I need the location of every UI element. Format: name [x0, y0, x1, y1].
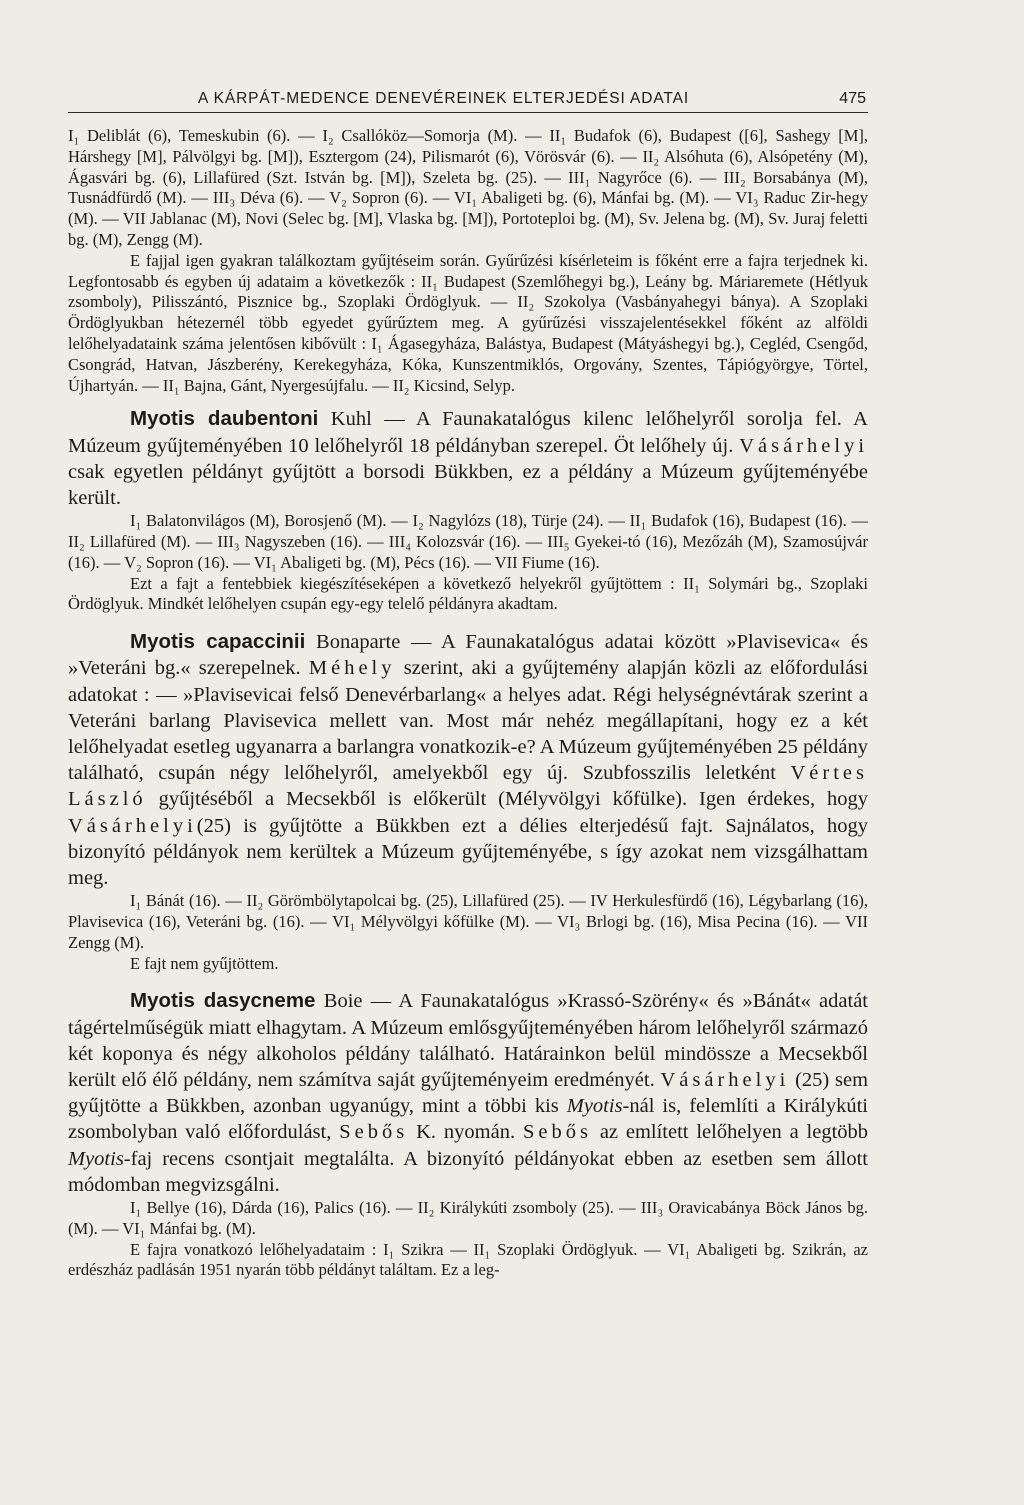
- author-name: Sebős: [339, 1121, 409, 1144]
- species-name: Myotis daubentoni: [130, 407, 319, 431]
- running-title: A KÁRPÁT-MEDENCE DENEVÉREINEK ELTERJEDÉSI ADATAI: [198, 90, 690, 107]
- species-entry-dasycneme: Myotis dasycneme Boie — A Faunakatalógus »Krassó-Szörény« és »Bánát« adatát tágértelműségük miatt elhagytam. A Múzeum emlősgyűjteményében három lelőhelyről származó két koponya és négy alkoholos példány található. Határainkon belül mindössze a Mecsekből került elő élő példány, nem számítva saját gyűjteményeim eredményét. Vásárhelyi (25) sem gyűjtötte a Bükkben, azonban ugyanúgy, mint a többi kis Myotis-nál is, felemlíti a Királykúti zsombolyban való előfordulást, Sebős K. nyomán. Sebős az említett lelőhelyen a legtöbb Myotis-faj recens csontjait megtalálta. A bizonyító példányokat ebben az esetben sem állott módomban megvizsgálni.: [68, 989, 869, 1196]
- own-records-paragraph: Ezt a fajt a fentebbiek kiegészítéseképen a következő helyekről gyűjtöttem : II₁ Solymári bg., Szoplaki Ördöglyuk. Mindkét lelőhelyen csupán egy-egy telelő példányra akadtam.: [68, 573, 868, 614]
- locality-list-paragraph: I₁ Bánát (16). — II₂ Görömbölytapolcai bg. (25), Lillafüred (25). — IV Herkulesfürdő (16), Légybarlang (16), Plavisevica (16), Veteráni bg. (16). — VI₁ Mélyvölgyi kőfülke (M). — VI₃ Brlogi bg. (16), Misa Pecina (16). — VII Zengg (M).: [68, 891, 868, 952]
- locality-list-paragraph: I₁ Bellye (16), Dárda (16), Palics (16). — II₂ Királykúti zsomboly (25). — III₃ Oravicabánya Böck János bg. (M). — VI₁ Mánfai bg. (M).: [68, 1198, 868, 1238]
- author-name: Vásárhelyi: [68, 814, 197, 837]
- author-name: Vásárhelyi: [739, 434, 869, 457]
- author-name: Sebős: [522, 1121, 592, 1144]
- own-records-paragraph: E fajt nem gyűjtöttem.: [130, 953, 279, 973]
- author-name: Vásárhelyi: [660, 1068, 790, 1091]
- genus-name: Myotis: [566, 1095, 623, 1118]
- page-number: 475: [839, 90, 866, 107]
- locality-list-paragraph: I₁ Balatonvilágos (M), Borosjenő (M). — I₂ Nagylózs (18), Türje (24). — II₁ Budafok (16), Budapest (16). — II₂ Lillafüred (M). — III₃ Nagyszeben (16). — III₄ Kolozsvár (16). — III₅ Gyekei-tó (16), Mezőzáh (M), Szamosújvár (16). — V₂ Sopron (16). — VI₁ Abaligeti bg. (M), Pécs (16). — VII Fiume (16).: [68, 511, 868, 572]
- species-entry-capaccinii: Myotis capaccinii Bonaparte — A Faunakatalógus adatai között »Plavisevica« és »Veteráni bg.« szerepelnek. Méhely szerint, aki a gyűjtemény alapján közli az előfordulási adatokat : — »Plavisevicai felső Denevérbarlang« a helyes adat. Régi helységnévtárak szerint a Veteráni barlang Plavisevica mellett van. Most már nehéz megállapítani, hogy ez a két lelőhelyadat esetleg ugyanarra a barlangra vonatkozik-e? A Múzeum gyűjteményében 25 példány található, csupán négy lelőhelyről, amelyekből egy új. Szubfosszilis leletként Vértes László gyűjtéséből a Mecsekből is előkerült (Mélyvölgyi kőfülke). Igen érdekes, hogy Vásárhelyi(25) is gyűjtötte a Bükkben ezt a délies elterjedésű fajt. Sajnálatos, hogy bizonyító példányok nem kerültek a Múzeum gyűjteményébe, s így azokat nem vizsgálhattam meg.: [68, 630, 869, 889]
- author-name: Vértes László: [68, 762, 868, 811]
- ringing-results-paragraph: E fajjal igen gyakran találkoztam gyűjtéseim során. Gyűrűzési kísérleteim is főként erre a fajra terjednek ki. Legfontosabb és egyben új adataim a következők : II₁ Budapest (Szemlőhegyi bg.), Leány bg. Máriaremete (Hétlyuk zsomboly), Pilisszántó, Pisznice bg., Szoplaki Ördöglyuk. — II₂ Szokolya (Vasbányahegyi bánya). A Szoplaki Ördöglyukban hétezernél több egyedet gyűrűztem meg. A gyűrűzési visszajelentésekkel főként az alföldi lelőhelyadataink száma jelentősen kibővült : I₁ Ágasegyháza, Balástya, Budapest (Mátyáshegyi bg.), Cegléd, Csengőd, Csongrád, Hatvan, Jászberény, Kerekegyháza, Kóka, Kunszentmiklós, Orgovány, Szentes, Tápiógyörgye, Törtel, Újhartyán. — II₁ Bajna, Gánt, Nyergesújfalu. — II₂ Kicsind, Selyp.: [68, 250, 868, 395]
- page-body: [68, 126, 868, 1281]
- species-name: Myotis capaccinii: [130, 630, 306, 654]
- species-entry-daubentoni: Myotis daubentoni Kuhl — A Faunakatalógus kilenc lelőhelyről sorolja fel. A Múzeum gyűjteményében 10 lelőhelyről 18 példányban szerepel. Öt lelőhely új. Vásárhelyi csak egyetlen példányt gyűjtött a borsodi Bükkben, ez a példány a Múzeum gyűjteményébe került.: [68, 407, 869, 509]
- locality-list-paragraph: I₁ Deliblát (6), Temeskubin (6). — I₂ Csallóköz—Somorja (M). — II₁ Budafok (6), Budapest ([6], Sashegy [M], Hárshegy [M], Pálvölgyi bg. [M]), Esztergom (24), Pilismarót (6), Vörösvár (6). — II₂ Alsóhuta (6), Alsópetény (M), Ágasvári bg. (6), Lillafüred (Szt. István bg. [M]), Szeleta bg. (25). — III₁ Nagyrőce (6). — III₂ Borsabánya (M), Tusnádfürdő (M). — III₃ Déva (6). — V₂ Sopron (6). — VI₁ Abaligeti bg. (6), Mánfai bg. (M). — VI₃ Raduc Zir-hegy (M). — VII Jablanac (M), Novi (Selec bg. [M], Vlaska bg. [M]), Portoteploi bg. (M), Sv. Jelena bg. (M), Sv. Juraj feletti bg. (M), Zengg (M).: [68, 126, 868, 249]
- page-header: [68, 86, 868, 113]
- species-name: Myotis dasycneme: [130, 989, 316, 1013]
- own-records-paragraph: E fajra vonatkozó lelőhelyadataim : I₁ Szikra — II₁ Szoplaki Ördöglyuk. — VI₁ Abaligeti bg. Szikrán, az erdészház padlásán 1951 nyarán több példányt találtam. Ez a leg-: [68, 1239, 868, 1280]
- genus-name: Myotis: [68, 1147, 124, 1170]
- author-name: Méhely: [308, 657, 396, 680]
